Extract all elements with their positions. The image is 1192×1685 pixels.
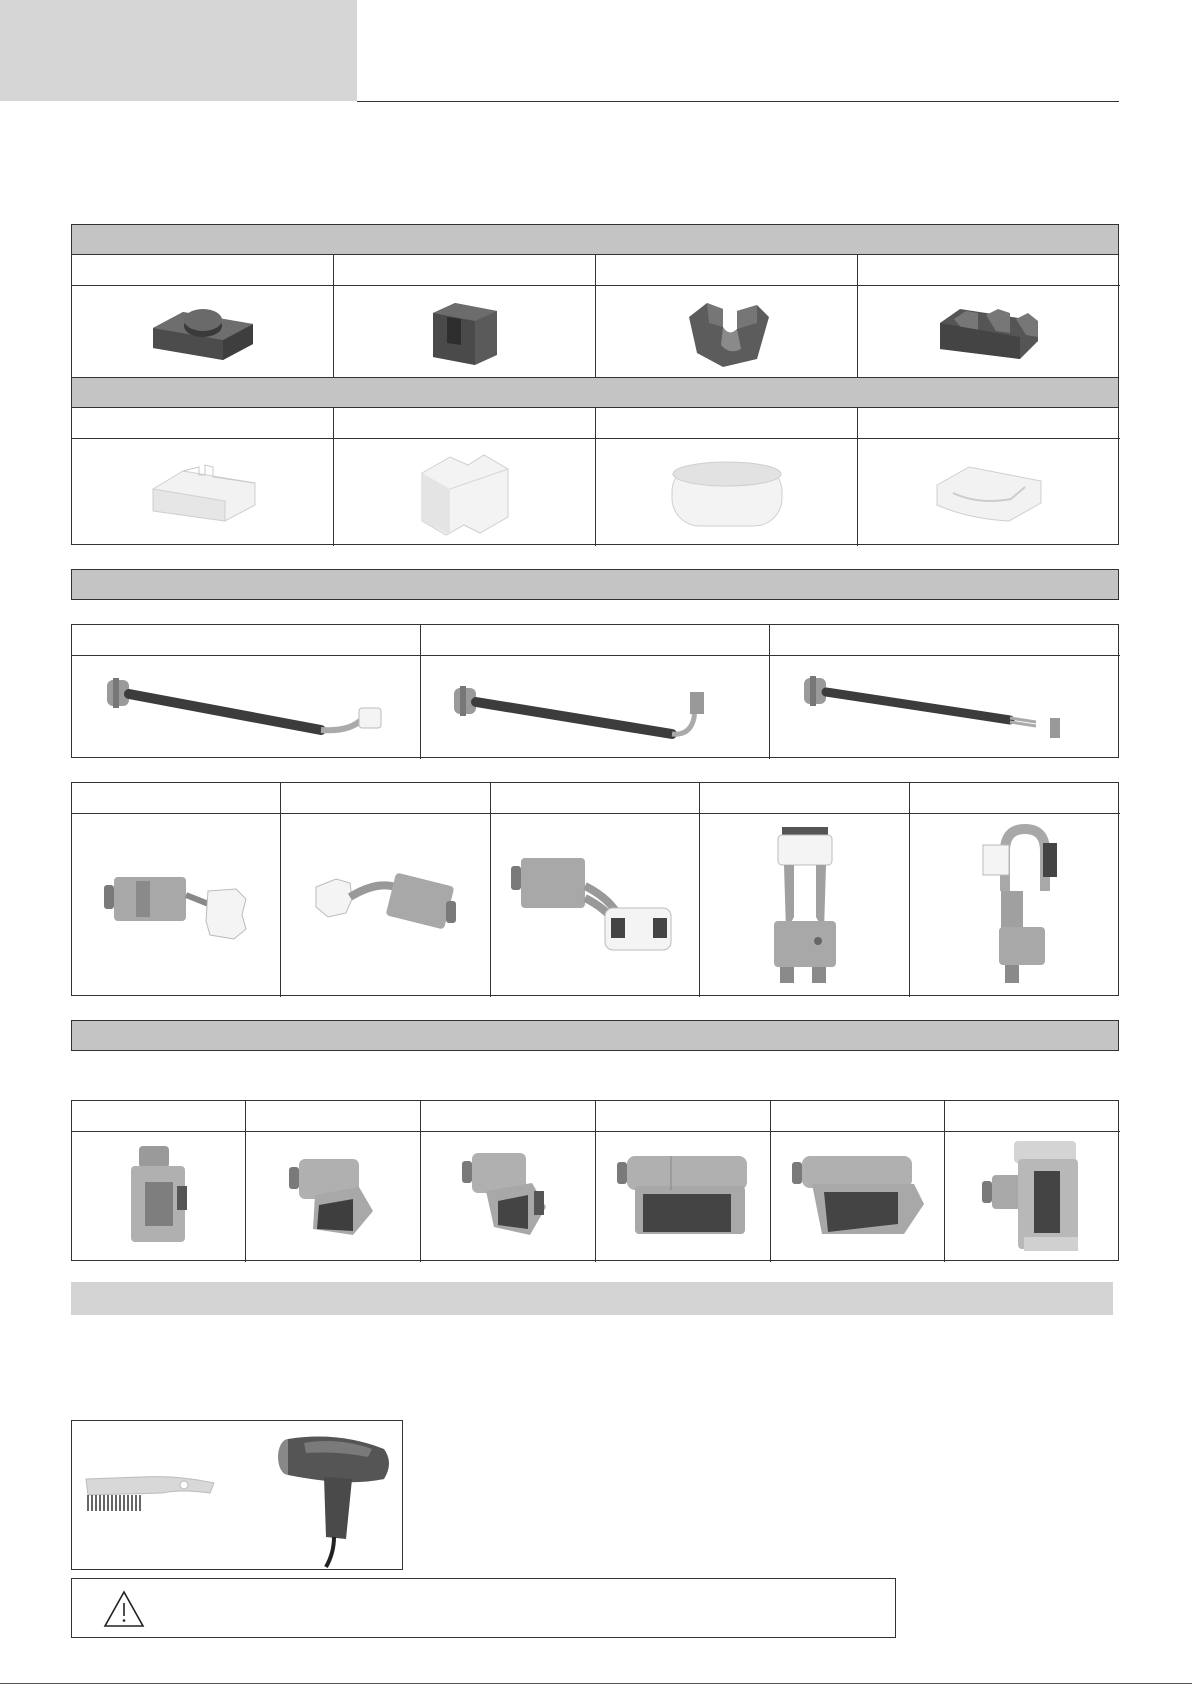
inserts-image-cell (858, 439, 1120, 546)
clamp-block-long-icon (613, 1152, 753, 1242)
cable-lead-bent-icon (450, 668, 740, 748)
cores-image-cell (72, 286, 334, 379)
insert-cross-block-icon (410, 443, 520, 543)
coupler-head-straight-icon (96, 851, 256, 961)
leads-header-cell (770, 625, 1120, 656)
leads-table (71, 624, 1119, 758)
section-band-leads (71, 569, 1119, 600)
clamps-header-cell (945, 1101, 1120, 1132)
clamp-block-tall-icon (978, 1137, 1088, 1257)
section-band-cores (71, 224, 1119, 255)
inserts-image-cell (334, 439, 596, 546)
clamps-image-cell (72, 1132, 246, 1262)
clamps-image-cell (596, 1132, 771, 1262)
clamps-header-cell (72, 1101, 246, 1132)
inserts-image-cell (596, 439, 858, 546)
inserts-image-cell (72, 439, 334, 546)
heads-image-cell (72, 814, 281, 997)
ferrite-curved-u-core-icon (677, 293, 777, 373)
section-band-clamps (71, 1020, 1119, 1051)
heads-header-cell (281, 783, 491, 814)
warning-triangle-icon (102, 1589, 146, 1629)
coupler-head-vertical-icon (760, 821, 850, 991)
insert-curved-tray-icon (929, 453, 1049, 533)
inserts-header-cell (334, 408, 596, 439)
leads-header-cell (421, 625, 770, 656)
insert-tray-icon (143, 453, 263, 533)
heads-image-cell (491, 814, 700, 997)
clamp-block-angled-icon (283, 1147, 383, 1247)
clamps-header-cell (596, 1101, 771, 1132)
clamps-header-cell (246, 1101, 421, 1132)
cable-lead-open-icon (800, 668, 1090, 748)
inserts-header-cell (596, 408, 858, 439)
wire-brush-icon (82, 1465, 222, 1515)
insert-oval-sleeve-icon (662, 448, 792, 538)
leads-image-cell (770, 656, 1120, 759)
coupler-head-angled-icon (306, 851, 466, 961)
coupler-head-loop-icon (965, 821, 1065, 991)
ferrite-u-core-icon (425, 293, 505, 373)
cores-image-cell (334, 286, 596, 379)
cores-header-cell (596, 255, 858, 286)
cable-lead-straight-icon (101, 668, 391, 748)
section-band-tools (71, 1282, 1113, 1315)
clamps-image-cell (246, 1132, 421, 1262)
footer-rule (0, 1683, 1192, 1684)
leads-header-cell (72, 625, 421, 656)
cores-header-cell (72, 255, 334, 286)
heads-image-cell (281, 814, 491, 997)
leads-image-cell (72, 656, 421, 759)
clamp-block-small-icon (119, 1142, 199, 1252)
heat-gun-icon (268, 1429, 398, 1569)
ferrite-pot-core-icon (143, 298, 263, 368)
inserts-header-cell (858, 408, 1120, 439)
cores-table (71, 254, 1119, 378)
clamps-header-cell (421, 1101, 596, 1132)
cores-image-cell (858, 286, 1120, 379)
tools-box (71, 1420, 403, 1570)
heads-header-cell (491, 783, 700, 814)
clamps-header-cell (771, 1101, 945, 1132)
heads-image-cell (700, 814, 910, 997)
header-corner-box (0, 0, 357, 101)
cores-header-cell (334, 255, 596, 286)
cores-header-cell (858, 255, 1120, 286)
warning-box (71, 1578, 896, 1638)
header-rule (357, 101, 1119, 102)
heads-header-cell (700, 783, 910, 814)
clamps-image-cell (771, 1132, 945, 1262)
heads-header-cell (910, 783, 1120, 814)
clamps-image-cell (421, 1132, 596, 1262)
heads-image-cell (910, 814, 1120, 997)
clamps-image-cell (945, 1132, 1120, 1262)
section-band-inserts (71, 377, 1119, 408)
leads-image-cell (421, 656, 770, 759)
cores-image-cell (596, 286, 858, 379)
inserts-header-cell (72, 408, 334, 439)
ferrite-double-u-core-icon (934, 293, 1044, 373)
coupler-head-double-icon (505, 846, 685, 966)
heads-table (71, 782, 1119, 996)
clamp-block-offset-icon (458, 1147, 558, 1247)
inserts-table (71, 407, 1119, 545)
clamps-table (71, 1100, 1119, 1261)
heads-header-cell (72, 783, 281, 814)
clamp-block-long-angled-icon (788, 1152, 928, 1242)
